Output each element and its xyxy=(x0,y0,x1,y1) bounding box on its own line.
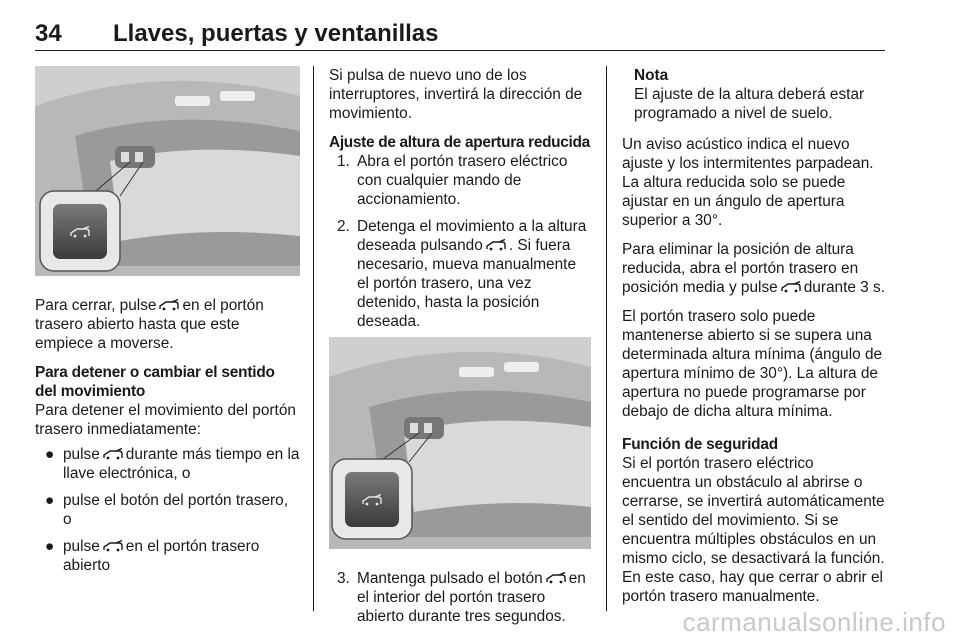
reduced-height-steps xyxy=(329,152,591,331)
column-right xyxy=(622,66,886,616)
page-header xyxy=(35,14,885,51)
stop-intro: Para detener el movimiento del portón trasero inmediatamente: xyxy=(35,402,296,438)
stop-bullet-list xyxy=(35,445,300,575)
column-left xyxy=(35,66,300,583)
close-instruction: Para cerrar, pulse en el portón trasero abierto hasta que este empiece a moverse. xyxy=(35,297,264,352)
note-box xyxy=(622,66,886,123)
watermark: carmanualsonline.info xyxy=(682,607,946,637)
section-heading-stop: Para detener o cambiar el sentido del movimiento xyxy=(35,364,275,400)
page-number: 34 xyxy=(35,20,62,47)
note-text: El ajuste de la altura deberá estar programado a nivel de suelo. xyxy=(634,86,865,122)
safety-text: Si el portón trasero eléctrico encuentra un obstáculo al abrirse o cerrarse, se invertirá automáticamente el sentido del movimiento. Si se encuentra múltiples obstáculos en un mismo ciclo, se desactivará la función. En este caso, hay que cerrar o abrir el portón trasero manualmente. xyxy=(622,455,885,605)
tailgate-switch-illustration xyxy=(35,66,300,276)
list-item: ● pulse el botón del portón trasero, o xyxy=(45,492,289,528)
column-divider xyxy=(313,66,314,611)
column-middle xyxy=(329,66,591,634)
list-item: 2. Detenga el movimiento a la altura deseada pulsando . Si fuera necesario, mueva manualmente el portón trasero, una vez detenido, hasta la posición deseada. xyxy=(337,218,587,330)
tailgate-key-icon xyxy=(485,239,507,251)
column-divider xyxy=(606,66,607,611)
note-title: Nota xyxy=(634,67,669,84)
tailgate-key-icon xyxy=(102,540,124,552)
tailgate-key-icon xyxy=(780,281,802,293)
list-item: 3. Mantenga pulsado el botón en el interior del portón trasero abierto durante tres segundos. xyxy=(337,570,586,625)
section-heading-safety: Función de seguridad xyxy=(622,436,778,453)
tailgate-key-icon xyxy=(545,572,567,584)
list-item: ● pulse en el portón trasero abierto xyxy=(45,538,260,574)
page-title: Llaves, puertas y ventanillas xyxy=(113,20,439,47)
list-item: 1. Abra el portón trasero eléctrico con cualquier mando de accionamiento. xyxy=(337,153,568,208)
tailgate-key-icon xyxy=(158,299,180,311)
tailgate-interior-switch-illustration xyxy=(329,337,591,549)
reduced-height-steps-cont xyxy=(329,569,591,626)
reverse-direction-text: Si pulsa de nuevo uno de los interruptores, invertirá la dirección de movimiento. xyxy=(329,67,583,122)
section-heading-reduced-height: Ajuste de altura de apertura reducida xyxy=(329,134,590,151)
list-item: ● pulse durante más tiempo en la llave electrónica, o xyxy=(45,446,300,482)
remove-reduced-height-text: Para eliminar la posición de altura reducida, abra el portón trasero en posición media y pulse durante 3 s. xyxy=(622,241,885,296)
tailgate-key-icon xyxy=(102,448,124,460)
acoustic-signal-text: Un aviso acústico indica el nuevo ajuste y los intermitentes parpadean. La altura reducida solo se puede ajustar en un ángulo de apertura superior a 30°. xyxy=(622,136,874,229)
minimum-height-text: El portón trasero solo puede mantenerse abierto si se supera una determinada altura mínima (ángulo de apertura mínimo de 30°). La altura de apertura no puede programarse por debajo de dicha altura mínima. xyxy=(622,308,883,420)
